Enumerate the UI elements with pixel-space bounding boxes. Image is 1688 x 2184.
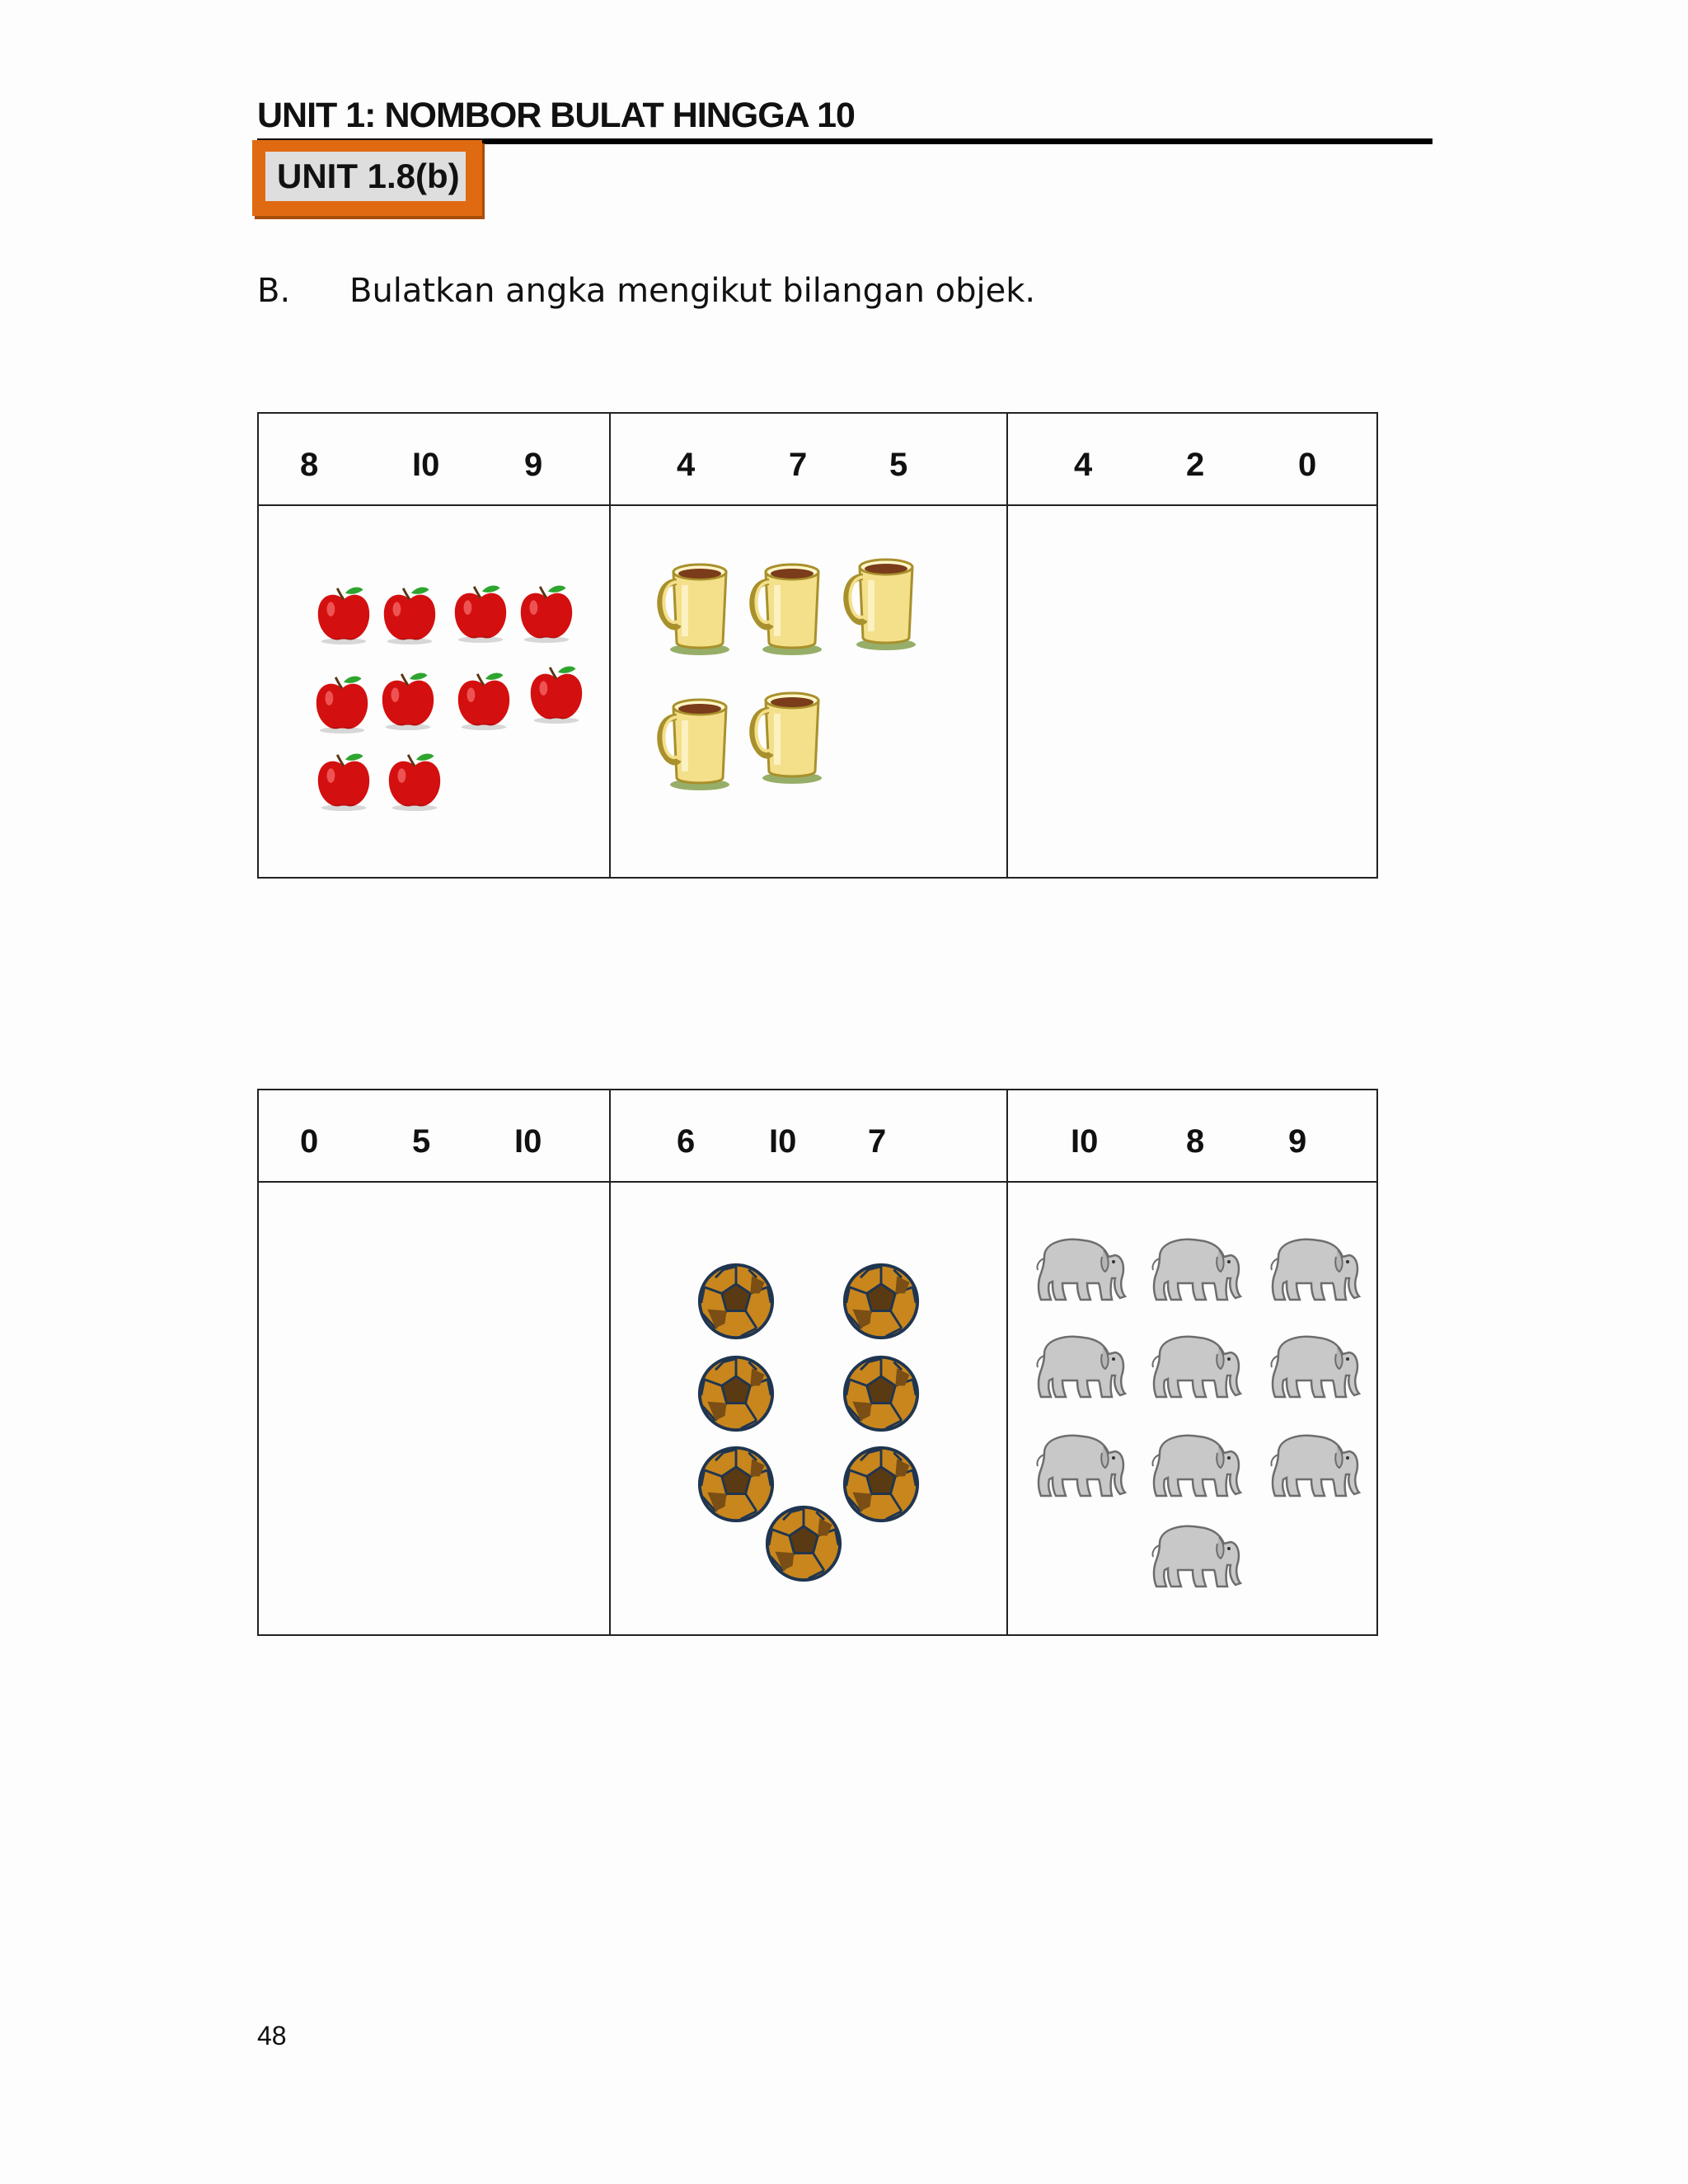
ball-icon [842,1445,921,1524]
unit-title: UNIT 1: NOMBOR BULAT HINGGA 10 [257,96,855,135]
elephant-icon [1145,1428,1244,1502]
apple-icon [312,748,376,813]
apple-icon [524,661,588,725]
options-cell [1007,413,1377,505]
option-number[interactable]: 7 [789,447,808,483]
option-number[interactable]: 9 [1288,1123,1307,1160]
empty-drawing-cell[interactable] [258,1182,610,1635]
apple-icon [382,748,447,813]
option-number[interactable]: I0 [514,1123,542,1160]
elephants-cell [1007,1182,1377,1635]
elephant-icon [1145,1232,1244,1306]
option-number[interactable]: 7 [868,1123,887,1160]
empty-drawing-cell[interactable] [1007,505,1377,878]
page-number: 48 [257,2021,287,2050]
apple-icon [376,668,440,732]
unit-badge [252,140,482,216]
balls-cell [610,1182,1007,1635]
options-cell [610,1090,1007,1182]
unit-badge-label: UNIT 1.8(b) [265,152,466,201]
option-number[interactable]: 2 [1186,447,1205,483]
options-cell [258,413,610,505]
option-number[interactable]: I0 [769,1123,797,1160]
mug-icon [652,692,734,791]
option-number[interactable]: 4 [1074,447,1093,483]
ball-icon [696,1354,776,1433]
exercise-table-2 [257,1089,1378,1636]
elephant-icon [1264,1428,1362,1502]
elephant-icon [1145,1329,1244,1404]
mug-icon [744,557,827,656]
apple-icon [452,668,516,732]
option-number[interactable]: 5 [889,447,908,483]
apple-icon [310,671,374,735]
apple-icon [514,580,579,644]
mug-icon [652,557,734,656]
apple-icon [448,580,513,644]
instruction-text: Bulatkan angka mengikut bilangan objek. [349,272,1036,310]
options-cell [1007,1090,1377,1182]
option-number[interactable]: 0 [300,1123,319,1160]
option-number[interactable]: I0 [412,447,440,483]
exercise-table-1 [257,412,1378,879]
elephant-icon [1264,1329,1362,1404]
mugs-cell [610,505,1007,878]
option-number[interactable]: 4 [677,447,696,483]
options-cell [610,413,1007,505]
option-number[interactable]: 5 [412,1123,431,1160]
elephant-icon [1264,1232,1362,1306]
elephant-icon [1029,1329,1128,1404]
options-cell [258,1090,610,1182]
elephant-icon [1145,1519,1244,1593]
apple-icon [377,582,442,646]
apples-cell [258,505,610,878]
ball-icon [696,1262,776,1341]
option-number[interactable]: 6 [677,1123,696,1160]
option-number[interactable]: 8 [1186,1123,1205,1160]
mug-icon [744,686,827,785]
option-number[interactable]: 9 [524,447,543,483]
elephant-icon [1029,1232,1128,1306]
ball-icon [764,1504,843,1583]
mug-icon [838,552,921,651]
ball-icon [842,1354,921,1433]
option-number[interactable]: I0 [1071,1123,1099,1160]
apple-icon [312,582,376,646]
option-number[interactable]: 8 [300,447,319,483]
elephant-icon [1029,1428,1128,1502]
instruction-letter: B. [257,272,291,310]
option-number[interactable]: 0 [1298,447,1317,483]
ball-icon [842,1262,921,1341]
